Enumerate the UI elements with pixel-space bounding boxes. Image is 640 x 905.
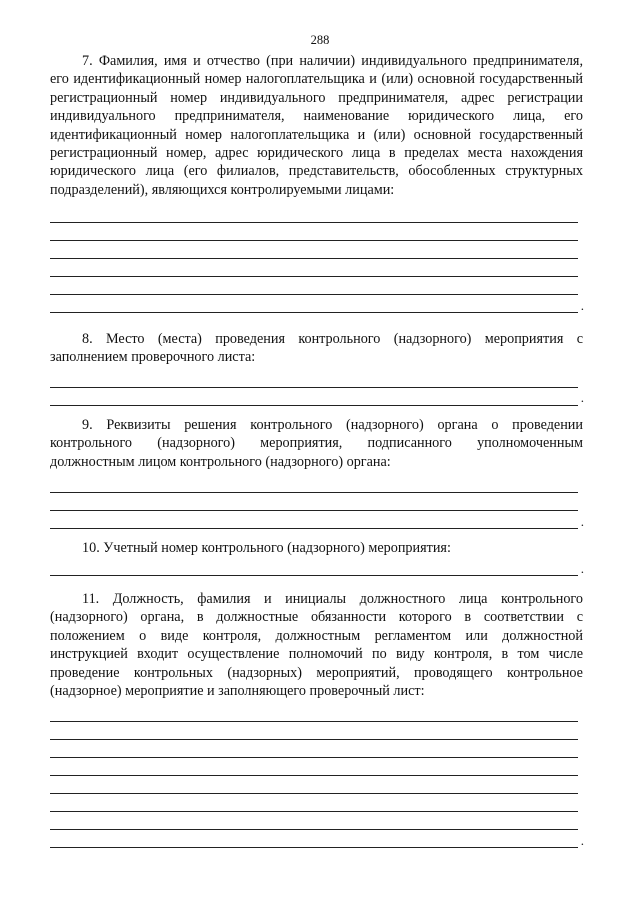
fill-line[interactable] bbox=[50, 205, 578, 223]
section-8 bbox=[50, 330, 583, 406]
fill-line[interactable] bbox=[50, 259, 578, 277]
section-10-fill-lines bbox=[50, 558, 578, 576]
fill-line[interactable] bbox=[50, 241, 578, 259]
fill-line[interactable] bbox=[50, 704, 578, 722]
fill-line[interactable] bbox=[50, 722, 578, 740]
fill-line[interactable] bbox=[50, 812, 578, 830]
section-8-text: 8. Место (места) проведения контрольного (надзорного) мероприятия с заполнением проверочного листа: bbox=[50, 331, 583, 366]
fill-line[interactable] bbox=[50, 758, 578, 776]
section-9-fill-lines bbox=[50, 475, 578, 529]
fill-line-last[interactable] bbox=[50, 388, 578, 406]
section-7-fill-lines bbox=[50, 205, 578, 313]
fill-line[interactable] bbox=[50, 776, 578, 794]
fill-line-last[interactable] bbox=[50, 511, 578, 529]
fill-line[interactable] bbox=[50, 794, 578, 812]
page-number: 288 bbox=[310, 33, 330, 47]
fill-line[interactable] bbox=[50, 740, 578, 758]
fill-line-last[interactable] bbox=[50, 830, 578, 848]
section-11-fill-lines bbox=[50, 704, 578, 848]
section-9-text: 9. Реквизиты решения контрольного (надзорного) органа о проведении контрольного (надзорного) мероприятия, подписанного уполномоченным должностным лицом контрольного (надзорного) органа: bbox=[50, 417, 583, 470]
section-9 bbox=[50, 416, 583, 529]
fill-line[interactable] bbox=[50, 370, 578, 388]
fill-line[interactable] bbox=[50, 475, 578, 493]
section-8-fill-lines bbox=[50, 370, 578, 406]
fill-line[interactable] bbox=[50, 277, 578, 295]
section-11-text: 11. Должность, фамилия и инициалы должностного лица контрольного (надзорного) органа, в должностные обязанности которого в соответствии с положением о виде контроля, должностным регламентом или должностной инструкцией входит осуществление полномочий по виду контроля, в том числе проведение контрольных (надзорных) мероприятий, проводящего контрольное (надзорное) мероприятие и заполняющего проверочный лист: bbox=[50, 591, 583, 700]
section-11 bbox=[50, 590, 583, 848]
section-7 bbox=[50, 52, 583, 313]
fill-line[interactable] bbox=[50, 493, 578, 511]
fill-line-last[interactable] bbox=[50, 558, 578, 576]
fill-line[interactable] bbox=[50, 223, 578, 241]
section-7-text: 7. Фамилия, имя и отчество (при наличии) индивидуального предпринимателя, его идентификационный номер налогоплательщика и (или) основной государственный регистрационный номер индивидуального предпринимателя, адрес регистрации индивидуального предпринимателя, наименование юридического лица, его идентификационный номер налогоплательщика и (или) основной государственный регистрационный номер, адрес юридического лица в пределах места нахождения юридического лица (его филиалов, представительств, обособленных структурных подразделений), являющихся контролируемыми лицами: bbox=[50, 53, 583, 198]
fill-line-last[interactable] bbox=[50, 295, 578, 313]
section-10-text: 10. Учетный номер контрольного (надзорного) мероприятия: bbox=[82, 540, 451, 556]
section-10 bbox=[50, 539, 583, 576]
